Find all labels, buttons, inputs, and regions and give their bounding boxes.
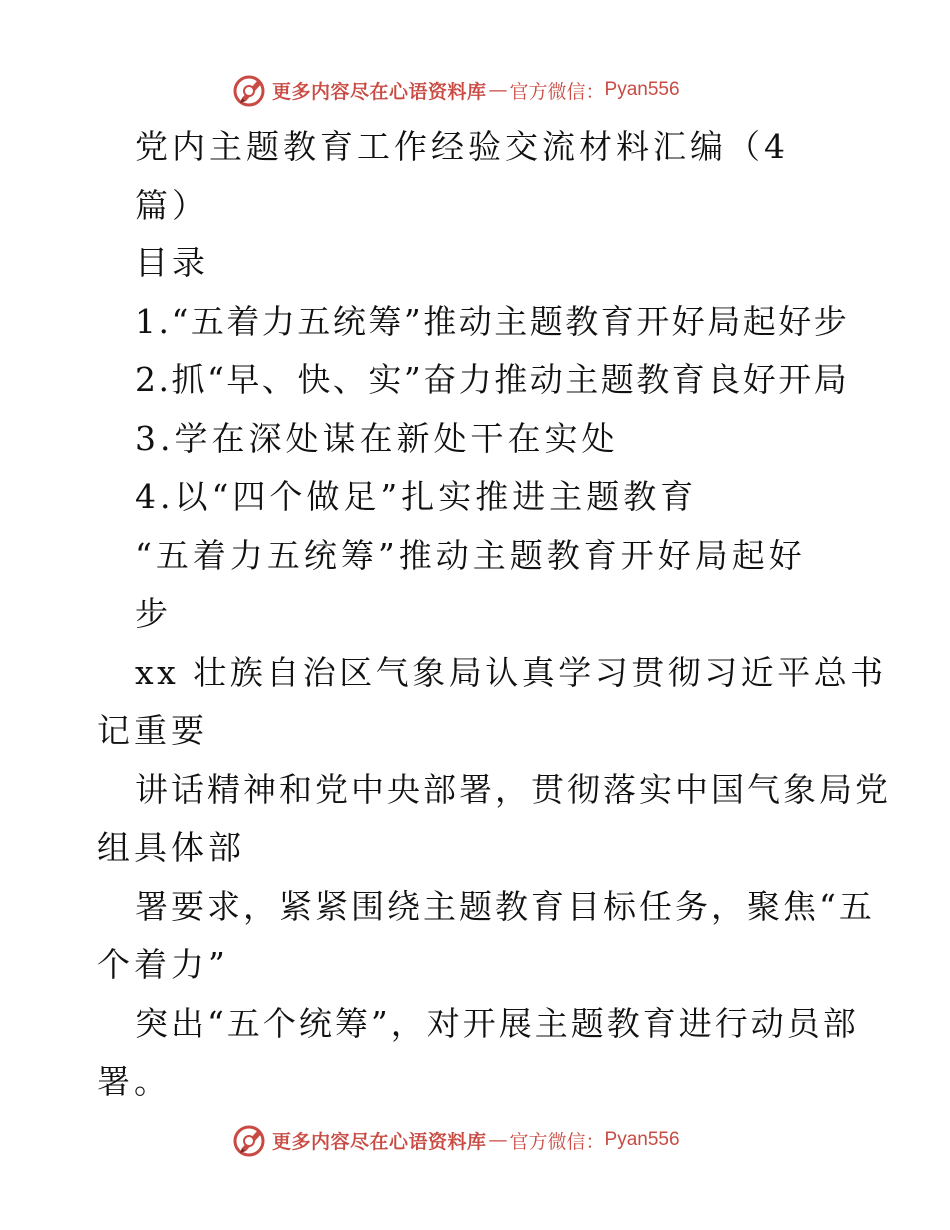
pen-logo-icon <box>232 1122 268 1158</box>
document-title-line-2: 篇） <box>135 186 209 225</box>
paragraph-line-8: 署。 <box>97 1062 171 1101</box>
watermark-site-text: 更多内容尽在心语资料库 <box>272 80 487 103</box>
paragraph-line-5: 署要求，紧紧围绕主题教育目标任务，聚焦“五 <box>135 887 875 926</box>
watermark-dash: — <box>488 1129 508 1151</box>
section-title-line-2: 步 <box>135 594 172 633</box>
pen-logo-icon <box>232 72 268 108</box>
watermark-banner-top <box>232 70 752 110</box>
document-title-line-1: 党内主题教育工作经验交流材料汇编（4 <box>135 127 789 166</box>
toc-item-2: 2.抓“早、快、实”奋力推动主题教育良好开局 <box>135 360 850 399</box>
toc-item-1: 1.“五着力五统筹”推动主题教育开好局起好步 <box>135 302 850 341</box>
toc-heading: 目录 <box>135 243 209 282</box>
watermark-dash: — <box>488 79 508 101</box>
watermark-wechat-label: 官方微信： <box>509 1130 605 1153</box>
toc-item-3: 3.学在深处谋在新处干在实处 <box>135 419 619 458</box>
paragraph-line-3: 讲话精神和党中央部署，贯彻落实中国气象局党 <box>135 770 891 809</box>
section-title-line-1: “五着力五统筹”推动主题教育开好局起好 <box>135 536 806 575</box>
watermark-wechat-label: 官方微信： <box>509 80 605 103</box>
paragraph-line-2: 记重要 <box>97 711 208 750</box>
paragraph-line-7: 突出“五个统筹”，对开展主题教育进行动员部 <box>135 1004 859 1043</box>
paragraph-line-1: xx 壮族自治区气象局认真学习贯彻习近平总书 <box>135 653 887 692</box>
paragraph-line-6: 个着力” <box>97 945 229 984</box>
toc-item-4: 4.以“四个做足”扎实推进主题教育 <box>135 477 698 516</box>
watermark-wechat-id: Pyan556 <box>604 79 680 100</box>
watermark-banner-bottom <box>232 1120 752 1160</box>
paragraph-line-4: 组具体部 <box>97 828 245 867</box>
watermark-site-text: 更多内容尽在心语资料库 <box>272 1130 487 1153</box>
watermark-wechat-id: Pyan556 <box>604 1129 680 1150</box>
